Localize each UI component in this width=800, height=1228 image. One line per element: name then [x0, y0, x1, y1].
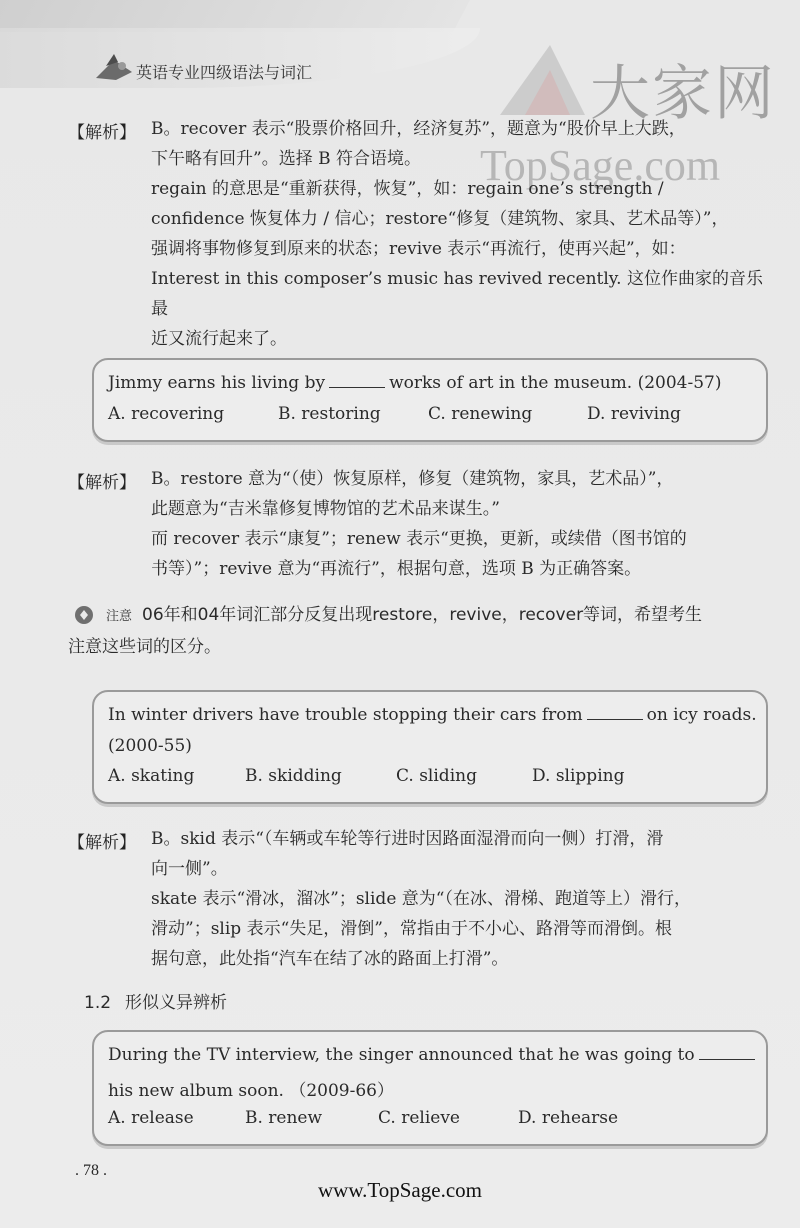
stem-text: Jimmy earns his living by: [108, 373, 326, 393]
book-title: 英语专业四级语法与词汇: [136, 63, 313, 82]
question-stem: [108, 704, 757, 725]
answer-blank: [587, 704, 643, 720]
option-c: C. renewing: [428, 404, 533, 424]
note-paragraph: [68, 600, 768, 662]
text-line: regain 的意思是“重新获得，恢复”，如：regain one’s strength /: [151, 179, 664, 199]
question-box: [92, 1030, 768, 1146]
option-c: C. sliding: [396, 766, 477, 786]
text-line: 书等）”；revive 意为“再流行”，根据句意，选项 B 为正确答案。: [151, 559, 642, 579]
analysis-label: 【解析】: [68, 473, 136, 493]
option-b: B. restoring: [278, 404, 381, 424]
logo-english: TopSage.com: [480, 141, 721, 190]
analysis-paragraph: [151, 824, 766, 974]
option-a: A. recovering: [108, 404, 225, 424]
stem-text: on icy roads.: [646, 705, 757, 725]
text-line: 滑动”；slip 表示“失足，滑倒”，常指由于不小心、路滑等而滑倒。根: [151, 919, 672, 939]
book-mascot-icon: [92, 52, 136, 82]
answer-blank: [699, 1044, 755, 1060]
text-line: 强调将事物修复到原来的状态；revive 表示“再流行，使再兴起”，如：: [151, 239, 686, 259]
option-c: C. relieve: [378, 1108, 460, 1128]
text-line: skate 表示“滑冰，溜冰”；slide 意为“（在冰、滑梯、跑道等上）滑行，: [151, 889, 691, 909]
note-line: 06年和04年词汇部分反复出现restore，revive，recover等词，希望考生: [142, 605, 703, 625]
text-line: 向一侧”。: [151, 859, 228, 879]
analysis-paragraph: [151, 114, 766, 354]
question-stem: [108, 1044, 759, 1065]
text-line: 而 recover 表示“康复”；renew 表示“更换，更新，或续借（图书馆的: [151, 529, 687, 549]
note-line: 注意这些词的区分。: [68, 637, 221, 657]
text-line: B。skid 表示“（车辆或车轮等行进时因路面湿滑而向一侧）打滑，滑: [151, 829, 664, 849]
option-d: D. slipping: [532, 766, 625, 786]
option-a: A. release: [108, 1108, 194, 1128]
text-line: 此题意为“吉米靠修复博物馆的艺术品来谋生。”: [151, 499, 500, 519]
analysis-paragraph: [151, 464, 766, 584]
text-line: B。recover 表示“股票价格回升，经济复苏”，题意为“股价早上大跌，: [151, 119, 686, 139]
note-label: 注意: [106, 609, 133, 624]
section-title: 形似义异辨析: [125, 993, 228, 1013]
stem-text: In winter drivers have trouble stopping their cars from: [108, 705, 583, 725]
answer-blank: [329, 372, 385, 388]
section-number: 1.2: [84, 993, 112, 1013]
text-line: Interest in this composer’s music has revived recently. 这位作曲家的音乐最: [151, 269, 763, 319]
stem-text: works of art in the museum. (2004-57): [389, 373, 722, 393]
logo-triangle-icon: [490, 40, 590, 120]
analysis-label: 【解析】: [68, 123, 136, 143]
text-line: confidence 恢复体力 / 信心；restore“修复（建筑物、家具、艺术品等）”，: [151, 209, 729, 229]
option-b: B. renew: [245, 1108, 323, 1128]
text-line: 下午略有回升”。选择 B 符合语境。: [151, 149, 421, 169]
option-a: A. skating: [108, 766, 195, 786]
question-stem-line2: his new album soon. （2009-66）: [108, 1081, 394, 1101]
question-box: [92, 358, 768, 442]
option-d: D. rehearse: [518, 1108, 619, 1128]
stem-text: During the TV interview, the singer announced that he was going to: [108, 1045, 695, 1065]
text-line: B。restore 意为“（使）恢复原样，修复（建筑物，家具，艺术品）”，: [151, 469, 674, 489]
option-d: D. reviving: [587, 404, 681, 424]
text-line: 据句意，此处指“汽车在结了冰的路面上打滑”。: [151, 949, 509, 969]
page-number: . 78 .: [75, 1162, 107, 1179]
question-box: [92, 690, 768, 804]
question-source: (2000-55): [108, 736, 192, 756]
section-heading: [84, 988, 227, 1013]
logo-chinese: 大家网: [590, 59, 776, 129]
footer-url[interactable]: www.TopSage.com: [318, 1178, 482, 1202]
question-stem: [108, 372, 722, 393]
analysis-label: 【解析】: [68, 833, 136, 853]
option-b: B. skidding: [245, 766, 342, 786]
text-line: 近又流行起来了。: [151, 329, 287, 349]
